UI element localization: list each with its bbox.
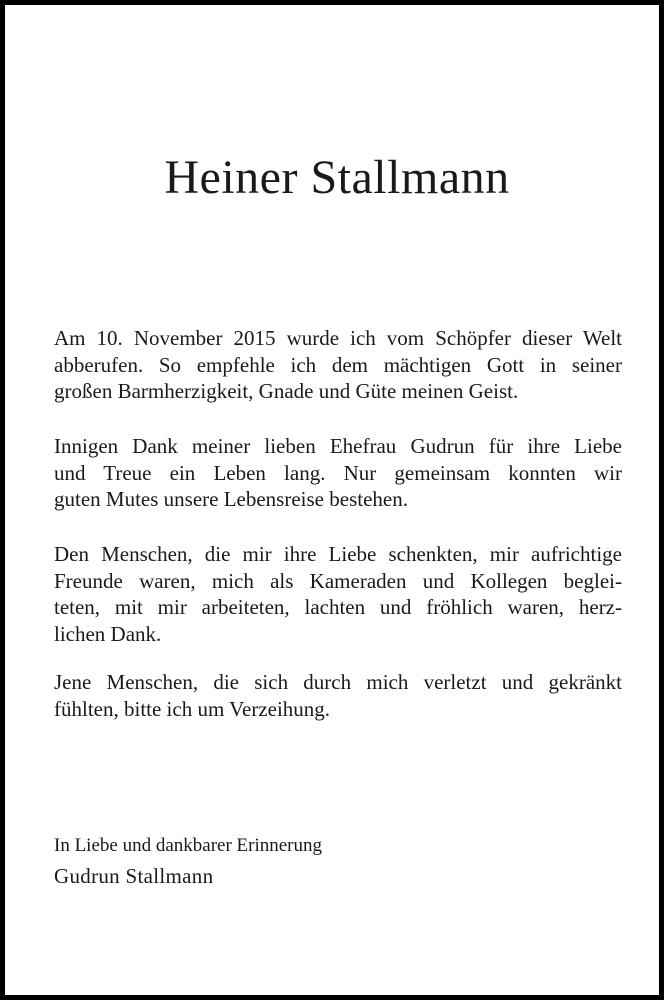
- text-line: Jene Menschen, die sich durch mich verletzt und gekränkt: [54, 670, 622, 694]
- paragraph-forgiveness: [54, 669, 622, 722]
- text-line: Freunde waren, mich als Kameraden und Kollegen beglei-: [54, 568, 622, 593]
- text-line: abberufen. So empfehle ich dem mächtigen Gott in seiner: [54, 352, 622, 377]
- deceased-name-heading: Heiner Stallmann: [164, 151, 510, 204]
- text-line: lichen Dank.: [54, 621, 162, 646]
- paragraph-farewell: [54, 325, 622, 405]
- text-line: Am 10. November 2015 wurde ich vom Schöpfer dieser Welt: [54, 326, 622, 350]
- paragraph-thanks-friends: [54, 541, 622, 647]
- text-line: guten Mutes unsere Lebensreise bestehen.: [54, 487, 408, 511]
- text-line: großen Barmherzigkeit, Gnade und Güte meinen Geist.: [54, 379, 519, 403]
- text-line: und Treue ein Leben lang. Nur gemeinsam konnten wir: [54, 460, 622, 485]
- paragraph-thanks-wife: [54, 433, 622, 513]
- text-line: Innigen Dank meiner lieben Ehefrau Gudrun für ihre Liebe: [54, 434, 622, 458]
- text-line: Den Menschen, die mir ihre Liebe schenkten, mir aufrichtige: [54, 542, 622, 566]
- text-line: teten, mit mir arbeiteten, lachten und fröhlich waren, herz-: [54, 595, 622, 619]
- signature-name: Gudrun Stallmann: [54, 864, 214, 888]
- text-line: fühlten, bitte ich um Verzeihung.: [54, 696, 331, 721]
- closing-phrase: In Liebe und dankbarer Erinnerung: [54, 835, 323, 856]
